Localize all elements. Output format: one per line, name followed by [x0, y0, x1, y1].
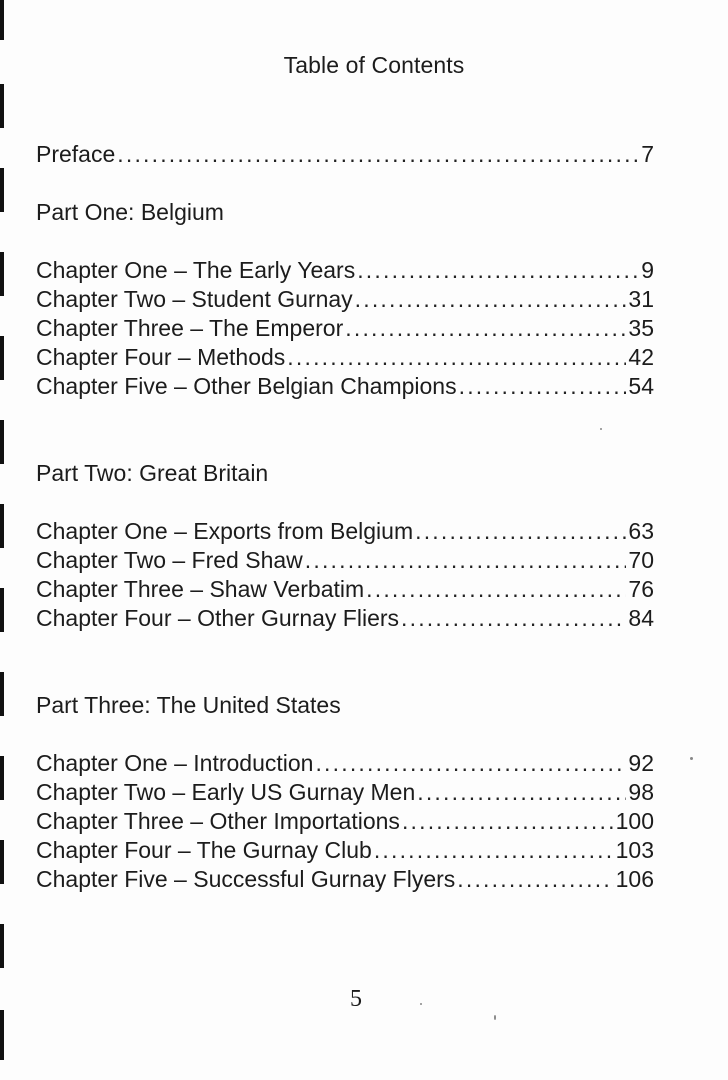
- toc-entry[interactable]: [36, 256, 654, 285]
- page-number: 5: [350, 986, 362, 1012]
- entry-label: Preface: [36, 141, 116, 167]
- binding-mark: [0, 252, 4, 296]
- part-heading: Part Two: Great Britain: [36, 460, 269, 486]
- toc-entry[interactable]: [36, 604, 654, 633]
- entry-label: Chapter Four – Other Gurnay Fliers: [36, 605, 400, 631]
- binding-mark: [0, 756, 4, 800]
- binding-mark: [0, 504, 4, 548]
- dot-leader: [357, 256, 639, 285]
- entry-page-number: 84: [628, 605, 654, 631]
- entry-label: Chapter Two – Early US Gurnay Men: [36, 779, 416, 805]
- toc-entry[interactable]: [36, 546, 654, 575]
- toc-entry[interactable]: [36, 517, 654, 546]
- toc-entry[interactable]: [36, 372, 654, 401]
- dot-leader: [401, 604, 626, 633]
- page-title: Table of Contents: [283, 52, 465, 78]
- dot-leader: [374, 836, 614, 865]
- speck: [690, 757, 693, 760]
- entry-page-number: 106: [615, 866, 654, 892]
- part-heading: Part One: Belgium: [36, 199, 224, 225]
- entry-page-number: 63: [628, 518, 654, 544]
- entry-page-number: 9: [641, 257, 654, 283]
- entry-page-number: 31: [628, 286, 654, 312]
- binding-mark: [0, 924, 4, 968]
- dot-leader: [457, 865, 613, 894]
- binding-mark: [0, 0, 4, 40]
- dot-leader: [355, 285, 627, 314]
- entry-label: Chapter Five – Successful Gurnay Flyers: [36, 866, 456, 892]
- toc-entry[interactable]: [36, 314, 654, 343]
- binding-mark: [0, 672, 4, 716]
- toc-entry[interactable]: [36, 865, 654, 894]
- dot-leader: [287, 343, 626, 372]
- toc-entry[interactable]: [36, 807, 654, 836]
- entry-page-number: 76: [628, 576, 654, 602]
- toc-entry[interactable]: [36, 343, 654, 372]
- entry-page-number: 42: [628, 344, 654, 370]
- dot-leader: [366, 575, 626, 604]
- toc-entry[interactable]: [36, 836, 654, 865]
- entry-label: Chapter Two – Student Gurnay: [36, 286, 353, 312]
- entry-label: Chapter Five – Other Belgian Champions: [36, 373, 457, 399]
- entry-page-number: 54: [628, 373, 654, 399]
- dot-leader: [402, 807, 614, 836]
- binding-mark: [0, 420, 4, 464]
- entry-page-number: 35: [628, 315, 654, 341]
- entry-label: Chapter Three – Other Importations: [36, 808, 400, 834]
- binding-mark: [0, 840, 4, 884]
- entry-page-number: 70: [628, 547, 654, 573]
- dot-leader: [417, 778, 626, 807]
- binding-mark: [0, 336, 4, 380]
- entry-label: Chapter One – Introduction: [36, 750, 314, 776]
- entry-label: Chapter Three – Shaw Verbatim: [36, 576, 365, 602]
- toc-entry[interactable]: [36, 778, 654, 807]
- binding-mark: [0, 168, 4, 212]
- entry-page-number: 92: [628, 750, 654, 776]
- entry-page-number: 98: [628, 779, 654, 805]
- entry-label: Chapter One – Exports from Belgium: [36, 518, 414, 544]
- speck: [494, 1015, 496, 1020]
- entry-page-number: 103: [615, 837, 654, 863]
- table-of-contents: [36, 140, 654, 894]
- dot-leader: [345, 314, 626, 343]
- dot-leader: [415, 517, 626, 546]
- binding-mark: [0, 84, 4, 128]
- toc-entry[interactable]: [36, 749, 654, 778]
- dot-leader: [315, 749, 626, 778]
- entry-page-number: 7: [641, 141, 654, 167]
- entry-label: Chapter Two – Fred Shaw: [36, 547, 303, 573]
- entry-page-number: 100: [615, 808, 654, 834]
- dot-leader: [117, 140, 639, 169]
- binding-mark: [0, 1010, 4, 1060]
- toc-entry[interactable]: [36, 575, 654, 604]
- dot-leader: [459, 372, 627, 401]
- entry-label: Chapter Four – The Gurnay Club: [36, 837, 372, 863]
- toc-entry-preface[interactable]: [36, 140, 654, 169]
- dot-leader: [305, 546, 627, 575]
- entry-label: Chapter Three – The Emperor: [36, 315, 344, 341]
- entry-label: Chapter Four – Methods: [36, 344, 286, 370]
- entry-label: Chapter One – The Early Years: [36, 257, 356, 283]
- part-heading: Part Three: The United States: [36, 692, 341, 718]
- toc-entry[interactable]: [36, 285, 654, 314]
- binding-mark: [0, 588, 4, 632]
